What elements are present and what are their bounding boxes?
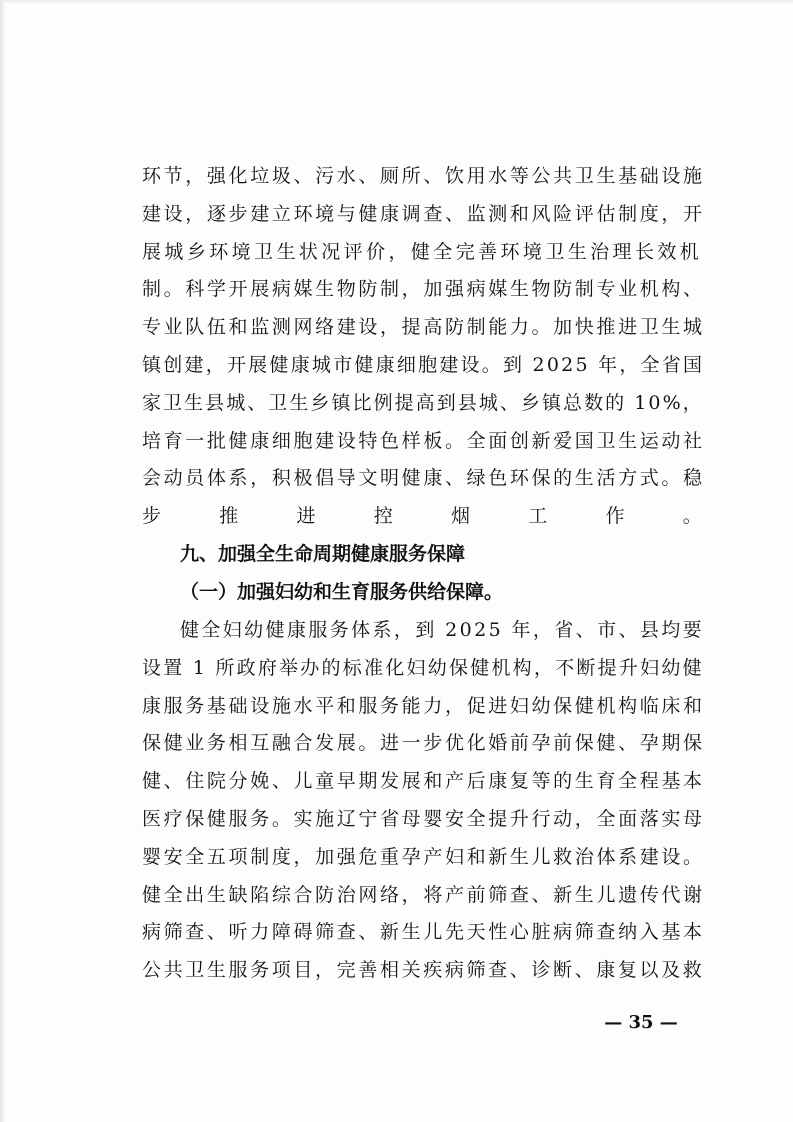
scan-shadow-left: [0, 0, 6, 1122]
paragraph-line: 医疗保健服务。实施辽宁省母婴安全提升行动，全面落实母: [142, 807, 705, 830]
paragraph-maternal-child-health: [142, 612, 705, 990]
paragraph-line: 镇创建，开展健康城市健康细胞建设。到 2025 年，全省国: [142, 353, 705, 376]
paragraph-line: 环节，强化垃圾、污水、厕所、饮用水等公共卫生基础设施: [142, 165, 705, 187]
paragraph-line: 制。科学开展病媒生物防制，加强病媒生物防制专业机构、: [142, 278, 705, 301]
paragraph-line: 健全妇幼健康服务体系，到 2025 年，省、市、县均要: [180, 619, 705, 641]
scan-shadow-top: [0, 0, 793, 4]
paragraph-line: 公共卫生服务项目，完善相关疾病筛查、诊断、康复以及救: [142, 959, 702, 982]
paragraph-line: 专业队伍和监测网络建设，提高防制能力。加快推进卫生城: [142, 316, 705, 339]
paragraph-line: 健全出生缺陷综合防治网络，将产前筛查、新生儿遗传代谢: [142, 883, 705, 906]
page-number: — 35 —: [604, 1012, 678, 1033]
section-heading: 九、加强全生命周期健康服务保障: [180, 543, 466, 565]
paragraph-line: 设置 1 所政府举办的标准化妇幼保健机构，不断提升妇幼健: [142, 656, 704, 679]
paragraph-line: 会动员体系，积极倡导文明健康、绿色环保的生活方式。稳: [142, 467, 705, 490]
paragraph-line: 步推进控烟工作。: [142, 505, 702, 528]
paragraph-line: 健、住院分娩、儿童早期发展和产后康复等的生育全程基本: [142, 770, 705, 793]
paragraph-line: 展城乡环境卫生状况评价，健全完善环境卫生治理长效机: [142, 240, 702, 263]
paragraph-line: 培育一批健康细胞建设特色样板。全面创新爱国卫生运动社: [142, 429, 705, 452]
subsection-heading: （一）加强妇幼和生育服务供给保障。: [180, 581, 504, 603]
paragraph-line: 康服务基础设施水平和服务能力，促进妇幼保健机构临床和: [142, 694, 705, 717]
paragraph-line: 建设，逐步建立环境与健康调查、监测和风险评估制度，开: [142, 202, 705, 225]
paragraph-line: 病筛查、听力障碍筛查、新生儿先天性心脏病筛查纳入基本: [142, 921, 705, 944]
paragraph-line: 家卫生县城、卫生乡镇比例提高到县城、乡镇总数的 10%，: [142, 391, 704, 414]
paragraph-line: 婴安全五项制度，加强危重孕产妇和新生儿救治体系建设。: [142, 845, 705, 868]
paragraph-environment-health: [142, 158, 705, 536]
paragraph-line: 保健业务相互融合发展。进一步优化婚前孕前保健、孕期保: [142, 732, 705, 755]
